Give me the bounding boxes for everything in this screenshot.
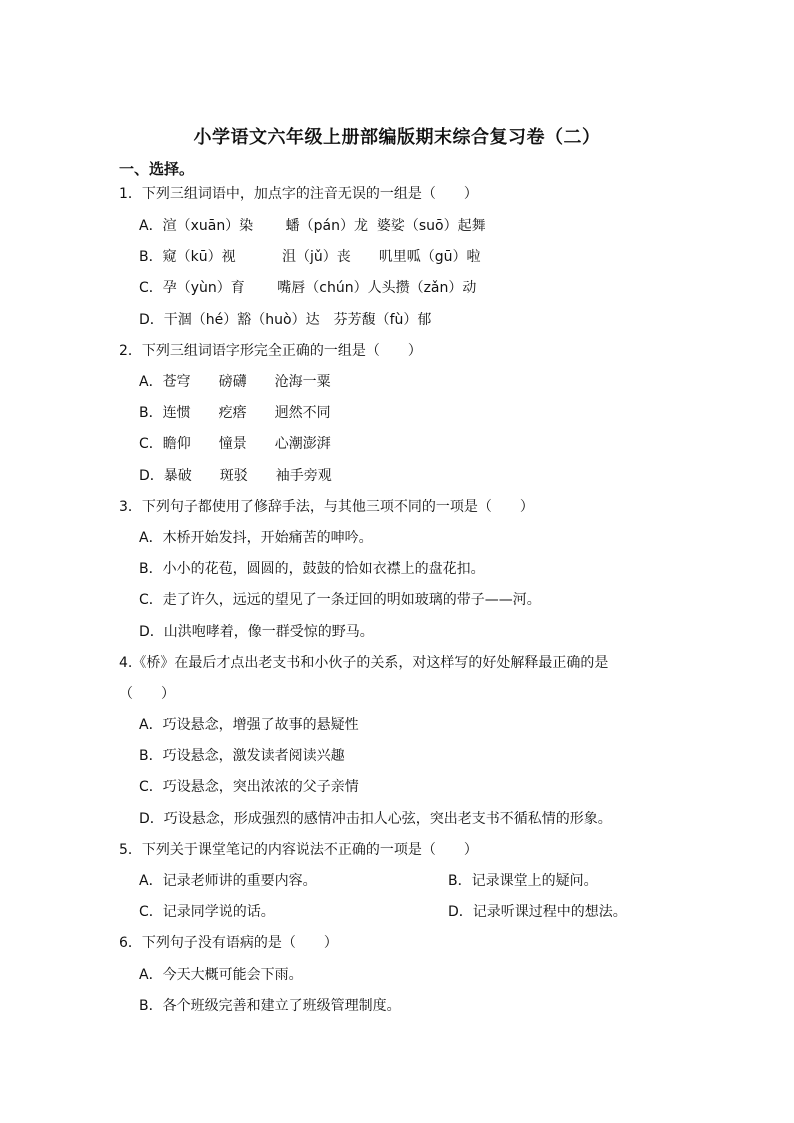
question-5-option-a: A．记录老师讲的重要内容。 [139,873,317,889]
question-2-option-a: A．苍穹 磅礴 沧海一粟 [139,374,331,390]
question-6-option-b: B．各个班级完善和建立了班级管理制度。 [139,998,401,1014]
page-title: 小学语文六年级上册部编版期末综合复习卷（二） [193,127,601,148]
question-1-option-c: C．孕（yùn）育 嘴唇（chún）人头攒（zǎn）动 [139,280,477,296]
question-2-option-c: C．瞻仰 憧景 心潮澎湃 [139,436,331,452]
question-1-option-d: D．干涸（hé）豁（huò）达 芬芳馥（fù）郁 [139,312,432,328]
question-3-stem: 3．下列句子都使用了修辞手法，与其他三项不同的一项是（ ） [119,499,534,515]
question-1-option-a: A．渲（xuān）染 蟠（pán）龙 婆娑（suō）起舞 [139,218,486,234]
question-4-stem: 4.《桥》在最后才点出老支书和小伙子的关系，对这样写的好处解释最正确的是 [119,655,609,671]
question-5-option-d: D．记录听课过程中的想法。 [448,904,627,920]
question-4-option-a: A．巧设悬念，增强了故事的悬疑性 [139,717,359,733]
question-1-option-b: B．窥（kū）视 沮（jǔ）丧 叽里呱（gū）啦 [139,249,481,265]
question-3-option-b: B．小小的花苞，圆圆的，鼓鼓的恰如衣襟上的盘花扣。 [139,561,485,577]
question-6-option-a: A．今天大概可能会下雨。 [139,967,303,983]
question-2-option-b: B．连惯 疙瘩 迥然不同 [139,405,331,421]
question-1-stem: 1．下列三组词语中，加点字的注音无误的一组是（ ） [119,186,478,202]
question-6-stem: 6．下列句子没有语病的是（ ） [119,935,338,951]
question-2-option-d: D．暴破 斑驳 袖手旁观 [139,468,332,484]
question-3-option-d: D．山洪咆哮着，像一群受惊的野马。 [139,624,374,640]
question-5-option-b: B．记录课堂上的疑问。 [448,873,598,889]
question-4-option-c: C．巧设悬念，突出浓浓的父子亲情 [139,779,359,795]
question-4-option-d: D．巧设悬念，形成强烈的感情冲击扣人心弦，突出老支书不循私情的形象。 [139,811,612,827]
question-3-option-a: A．木桥开始发抖，开始痛苦的呻吟。 [139,530,373,546]
question-2-stem: 2．下列三组词语字形完全正确的一组是（ ） [119,343,422,359]
question-3-option-c: C．走了许久，远远的望见了一条迂回的明如玻璃的带子——河。 [139,592,541,608]
section-heading: 一、选择。 [119,160,195,178]
question-4-stem-continued: （ ） [119,686,175,702]
question-4-option-b: B．巧设悬念，激发读者阅读兴趣 [139,748,345,764]
question-5-option-c: C．记录同学说的话。 [139,904,275,920]
question-5-stem: 5．下列关于课堂笔记的内容说法不正确的一项是（ ） [119,842,478,858]
